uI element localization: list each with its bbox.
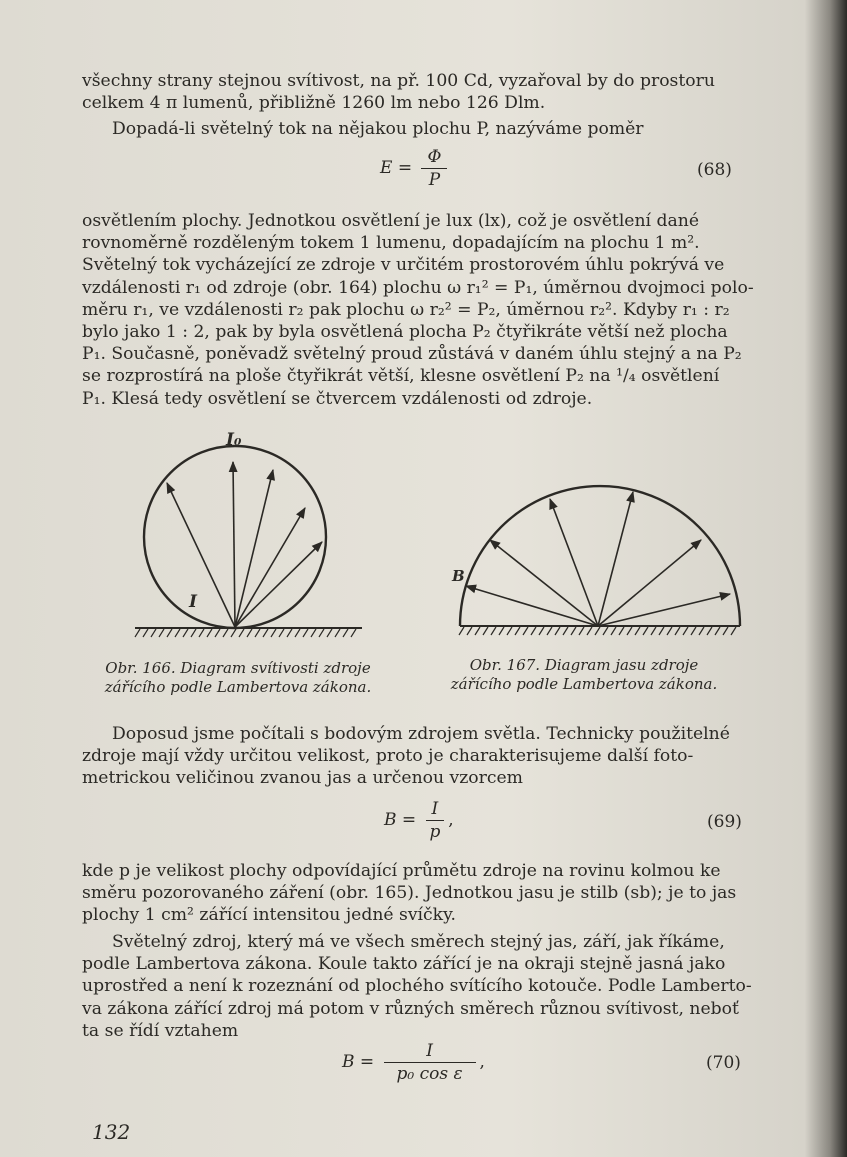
vector-up	[598, 492, 633, 626]
text-line: va zákona zářící zdroj má potom v různých směrech různou svítivost, neboť	[82, 998, 739, 1019]
paragraph-6	[82, 931, 762, 1042]
text-line: metrickou veličinou zvanou jas a určenou vzorcem	[82, 768, 523, 789]
fig166-label-side: I	[189, 592, 197, 612]
equation-69	[384, 798, 454, 843]
denominator: p₀ cos ε	[396, 1064, 463, 1084]
equation-70	[342, 1040, 485, 1085]
caption-line: Obr. 166. Diagram svítivosti zdroje	[105, 659, 371, 677]
text-line: kde p je velikost plochy odpovídající průmětu zdroje na rovinu kolmou ke	[82, 861, 721, 881]
fraction	[384, 1040, 476, 1085]
text-line: podle Lambertova zákona. Koule takto zářící je na okraji stejně jasná jako	[82, 954, 726, 975]
luminance-semicircle	[460, 486, 740, 626]
paragraph-5	[82, 860, 762, 927]
text-line: osvětlením plochy. Jednotkou osvětlení je lux (lx), což je osvětlení dané	[82, 211, 700, 231]
text-line: všechny strany stejnou svítivost, na př. 100 Cd, vyzařoval by do prostoru	[82, 71, 715, 91]
vector-l1	[466, 586, 598, 626]
text-line: měru r₁, ve vzdálenosti r₂ pak plochu ω r₂² = P₂, úměrnou r₂². Kdyby r₁ : r₂	[82, 299, 730, 320]
text-line: Světelný tok vycházející ze zdroje v určitém prostorovém úhlu pokrývá ve	[82, 255, 725, 276]
fig167-label-side: B	[452, 567, 465, 585]
text-line: Doposud jsme počítali s bodovým zdrojem světla. Technicky použitelné	[112, 724, 730, 744]
paragraph-4	[82, 723, 762, 790]
text-line: Světelný zdroj, který má ve všech směrech stejný jas, září, jak říkáme,	[112, 932, 725, 952]
figure-167-caption	[425, 656, 743, 694]
equation-tail: ,	[479, 1052, 485, 1072]
caption-line: zářícího podle Lambertova zákona.	[450, 675, 718, 693]
denominator: p	[429, 822, 441, 842]
numerator: I	[384, 1040, 476, 1063]
text-line: bylo jako 1 : 2, pak by byla osvětlená plocha P₂ čtyřikráte větší než plocha	[82, 322, 728, 343]
equation-number-69: (69)	[707, 812, 742, 832]
fraction	[426, 798, 445, 843]
fig166-label-top: I₀	[226, 430, 242, 450]
page-number: 132	[92, 1120, 131, 1144]
caption-line: Obr. 167. Diagram jasu zdroje	[469, 656, 699, 674]
ground-hatch	[459, 627, 736, 635]
text-line: se rozprostírá na ploše čtyřikrát větší, klesne osvětlení P₂ na ¹/₄ osvětlení	[82, 366, 720, 387]
equation-number-68: (68)	[697, 160, 732, 180]
text-line: P₁. Současně, poněvadž světelný proud zůstává v daném úhlu stejný a na P₂	[82, 344, 742, 365]
equation-tail: ,	[448, 810, 454, 830]
text-line: plochy 1 cm² zářící intensitou jedné svíčky.	[82, 905, 456, 926]
equation-lhs: B =	[342, 1052, 375, 1072]
text-line: uprostřed a není k rozeznání od plochého svítícího kotouče. Podle Lamberto-	[82, 976, 752, 997]
luminance-vectors	[466, 492, 730, 626]
text-line: zdroje mají vždy určitou velikost, proto je charakterisujeme další foto-	[82, 746, 694, 767]
equation-lhs: B =	[384, 810, 417, 830]
caption-line: zářícího podle Lambertova zákona.	[104, 678, 372, 696]
text-line: ta se řídí vztahem	[82, 1020, 239, 1041]
text-line: vzdálenosti r₁ od zdroje (obr. 164) plochu ω r₁² = P₁, úměrnou dvojmoci polo-	[82, 277, 754, 298]
denominator: P	[428, 170, 441, 190]
text-line: rovnoměrně rozděleným tokem 1 lumenu, dopadajícím na plochu 1 m².	[82, 233, 700, 254]
equation-lhs: E =	[380, 158, 413, 178]
figure-166-caption	[88, 659, 388, 697]
equation-number-70: (70)	[706, 1053, 741, 1073]
text-line: P₁. Klesá tedy osvětlení se čtvercem vzdálenosti od zdroje.	[82, 388, 593, 409]
text-line: celkem 4 π lumenů, přibližně 1260 lm nebo 126 Dlm.	[82, 93, 546, 114]
text-line: směru pozorovaného záření (obr. 165). Jednotkou jasu je stilb (sb); je to jas	[82, 883, 737, 904]
text-line: Dopadá-li světelný tok na nějakou plochu P, nazýváme poměr	[112, 119, 644, 139]
numerator: I	[426, 798, 445, 821]
numerator: Φ	[421, 146, 447, 169]
